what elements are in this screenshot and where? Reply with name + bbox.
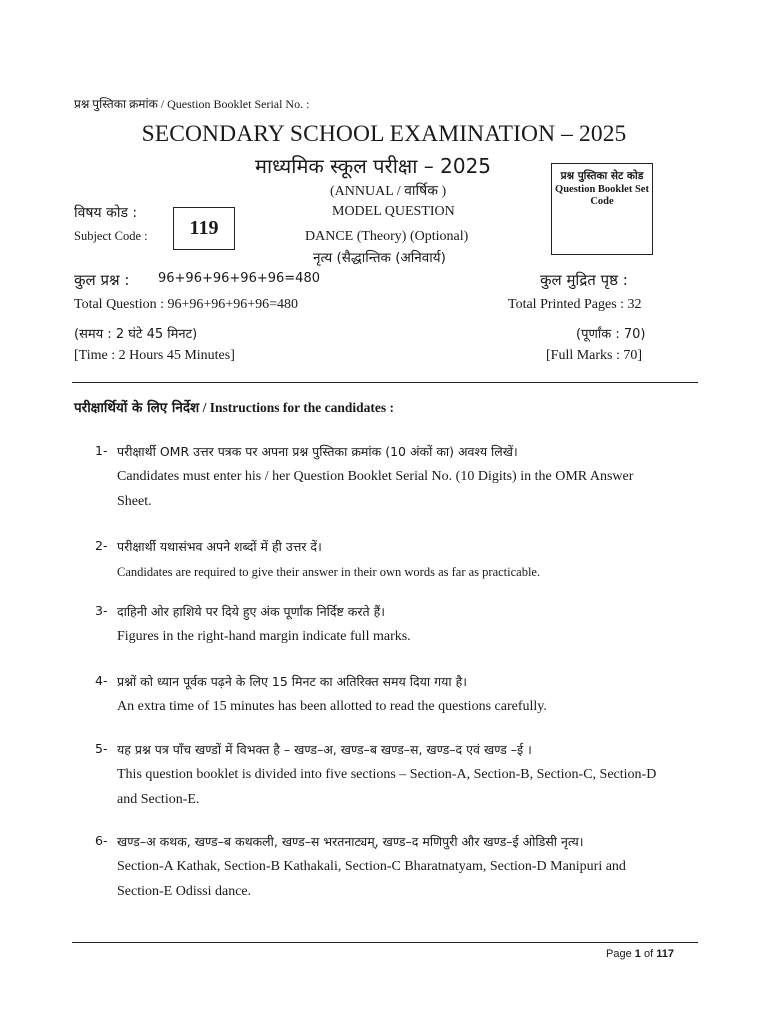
exam-title-hindi: माध्यमिक स्कूल परीक्षा – 2025 — [255, 154, 492, 178]
subject-code-value-box — [173, 207, 235, 250]
instruction-text-hindi: प्रश्नों को ध्यान पूर्वक पढ़ने के लिए 15 मिनट का अतिरिक्त समय दिया गया है। — [117, 674, 467, 689]
instructions-heading-separator: / — [199, 400, 210, 415]
instruction-text-hindi: परीक्षार्थी यथासंभव अपने शब्दों में ही उत्तर दें। — [117, 539, 322, 554]
instruction-number: 5- — [95, 741, 108, 756]
exam-type-annual: (ANNUAL / वार्षिक ) — [330, 184, 447, 199]
instruction-text-english: Section-A Kathak, Section-B Kathakali, Section-C Bharatnatyam, Section-D Manipuri and Section-E Odissi dance. — [117, 859, 626, 899]
set-code-label-hindi: प्रश्न पुस्तिका सेट कोड — [560, 170, 644, 182]
model-question-label: MODEL QUESTION — [332, 204, 455, 219]
subject-name-english: DANCE (Theory) (Optional) — [305, 229, 469, 244]
instruction-number: 2- — [95, 538, 108, 553]
page-current: 1 — [634, 948, 641, 960]
full-marks-english: [Full Marks : 70] — [546, 348, 643, 363]
instruction-text-english: This question booklet is divided into five sections – Section-A, Section-B, Section-C, Section-D and Section-E. — [117, 767, 657, 807]
booklet-set-code-box — [551, 163, 653, 255]
page-of: of — [643, 948, 654, 960]
page-word: Page — [606, 948, 632, 960]
footer-divider — [72, 942, 698, 943]
instruction-text-english: Candidates must enter his / her Question Booklet Serial No. (10 Digits) in the OMR Answer Sheet. — [117, 469, 634, 509]
instruction-text-hindi: खण्ड–अ कथक, खण्ड–ब कथकली, खण्ड–स भरतनाट्यम्, खण्ड–द मणिपुरी और खण्ड–ई ओडिसी नृत्य। — [117, 834, 584, 849]
time-hindi: (समय : 2 घंटे 45 मिनट) — [74, 327, 198, 342]
instruction-text-english: An extra time of 15 minutes has been allotted to read the questions carefully. — [117, 699, 547, 714]
total-questions-english: Total Question : 96+96+96+96+96=480 — [74, 297, 298, 312]
instruction-text-hindi: दाहिनी ओर हाशिये पर दिये हुए अंक पूर्णांक निर्दिष्ट करते हैं। — [117, 604, 385, 619]
total-questions-value-hindi: 96+96+96+96+96=480 — [158, 271, 320, 286]
page-number — [606, 948, 674, 960]
total-pages-english: Total Printed Pages : 32 — [508, 297, 642, 312]
instruction-text-hindi: यह प्रश्न पत्र पाँच खण्डों में विभक्त है – खण्ड–अ, खण्ड–ब खण्ड–स, खण्ड–द एवं खण्ड –ई । — [117, 742, 532, 757]
instructions-heading-english: Instructions for the candidates : — [209, 400, 395, 415]
instruction-number: 3- — [95, 603, 108, 618]
header-divider — [72, 382, 698, 383]
exam-title-english: SECONDARY SCHOOL EXAMINATION – 2025 — [141, 121, 627, 147]
instruction-number: 6- — [95, 833, 108, 848]
subject-code-value: 119 — [189, 217, 219, 239]
subject-code-label-english: Subject Code : — [74, 229, 148, 243]
set-code-label-english: Question Booklet Set Code — [555, 184, 649, 207]
instruction-number: 1- — [95, 443, 108, 458]
total-questions-label-hindi: कुल प्रश्न : — [74, 271, 130, 289]
instruction-text-english: Candidates are required to give their answer in their own words as far as practicable. — [117, 565, 541, 579]
instruction-text-english: Figures in the right-hand margin indicate full marks. — [117, 629, 411, 644]
subject-name-hindi: नृत्य (सैद्धान्तिक (अनिवार्य) — [313, 250, 446, 266]
instruction-text-hindi: परीक्षार्थी OMR उत्तर पत्रक पर अपना प्रश्न पुस्तिका क्रमांक (10 अंकों का) अवश्य लिखें। — [117, 444, 518, 459]
question-booklet-serial-label: प्रश्न पुस्तिका क्रमांक / Question Booklet Serial No. : — [74, 97, 310, 111]
time-english: [Time : 2 Hours 45 Minutes] — [74, 348, 235, 363]
subject-code-label-hindi: विषय कोड : — [74, 205, 138, 221]
full-marks-hindi: (पूर्णांक : 70) — [576, 327, 646, 342]
total-pages-label-hindi: कुल मुद्रित पृष्ठ : — [540, 271, 628, 289]
instructions-heading — [74, 398, 394, 416]
instruction-number: 4- — [95, 673, 108, 688]
instructions-heading-hindi: परीक्षार्थियों के लिए निर्देश — [74, 400, 200, 416]
page-total: 117 — [656, 948, 674, 960]
